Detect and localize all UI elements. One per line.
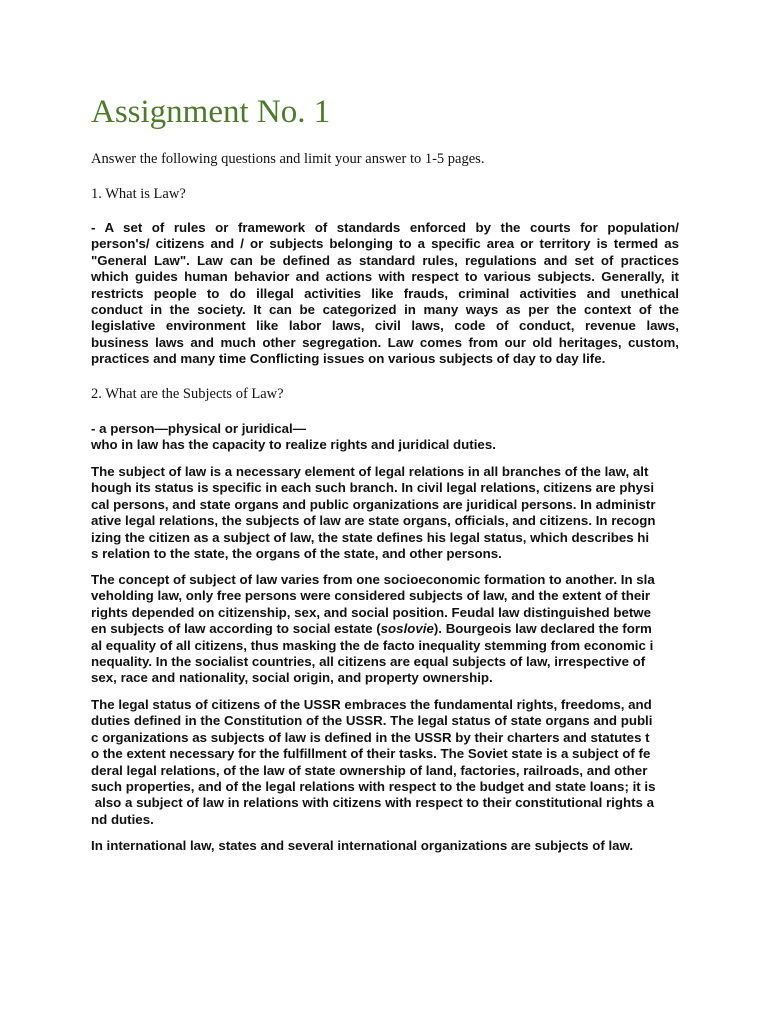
answer-1-paragraph	[91, 220, 679, 368]
paragraph-line: deral legal relations, of the law of state ownership of land, factories, railroads, and other	[91, 762, 648, 778]
answer-1-line: "General Law". Law can be defined as standard rules, regulations and set of practices	[91, 252, 679, 268]
paragraph-line: rights depended on citizenship, sex, and social position. Feudal law distinguished betwe	[91, 604, 652, 620]
paragraph-line: izing the citizen as a subject of law, the state defines his legal status, which describes hi	[91, 529, 650, 545]
paragraph-line: sex, race and nationality, social origin, and property ownership.	[91, 670, 493, 686]
paragraph-line: The legal status of citizens of the USSR embraces the fundamental rights, freedoms, and	[91, 697, 652, 712]
paragraph-line: ative legal relations, the subjects of law are state organs, officials, and citizens. In recogn	[91, 513, 656, 529]
answer-1-line: practices and many time Conflicting issues on various subjects of day to day life.	[91, 351, 606, 367]
paragraph-line: cal persons, and state organs and public organizations are juridical persons. In administr	[91, 496, 656, 512]
answer-1-line: legislative environment like labor laws, civil laws, code of conduct, revenue laws,	[91, 318, 679, 334]
instructions-text: Answer the following questions and limit your answer to 1-5 pages.	[91, 151, 485, 167]
paragraph-line: such properties, and of the legal relations with respect to the budget and state loans; it is	[91, 779, 656, 795]
answer-1-line: business laws and much other segregation. Law comes from our old heritages, custom,	[91, 334, 679, 350]
paragraph-line: hough its status is specific in each such branch. In civil legal relations, citizens are physi	[91, 480, 655, 496]
answer-1-line: - A set of rules or framework of standards enforced by the courts for population/	[91, 220, 679, 235]
answer-1-line: person's/ citizens and / or subjects belonging to a specific area or territory is termed as	[91, 236, 679, 252]
line-suffix: ). Bourgeois law declared the form	[433, 621, 652, 637]
definition-line: who in law has the capacity to realize rights and juridical duties.	[91, 437, 496, 453]
paragraph-line: s relation to the state, the organs of the state, and other persons.	[91, 546, 502, 562]
paragraph-line: veholding law, only free persons were considered subjects of law, and the extent of their	[91, 588, 651, 604]
paragraph-line: The subject of law is a necessary element of legal relations in all branches of the law, alt	[91, 464, 649, 479]
paragraph-line: The concept of subject of law varies from one socioeconomic formation to another. In sla	[91, 572, 655, 587]
paragraph-line: al equality of all citizens, thus masking the de facto inequality stemming from economic i	[91, 637, 654, 653]
subject-paragraph-2	[91, 572, 679, 687]
paragraph-line: In international law, states and several international organizations are subjects of law.	[91, 838, 634, 853]
paragraph-line: nequality. In the socialist countries, all citizens are equal subjects of law, irrespective of	[91, 654, 646, 670]
answer-1-line: which guides human behavior and actions with respect to various subjects. Generally, it	[91, 269, 679, 285]
line-prefix: en subjects of law according to social estate (	[91, 621, 381, 637]
definition-line: - a person—physical or juridical—	[91, 421, 307, 436]
italic-term: soslovie	[380, 621, 434, 637]
paragraph-line: c organizations as subjects of law is defined in the USSR by their charters and statutes t	[91, 729, 650, 745]
subject-paragraph-3	[91, 697, 679, 828]
subject-paragraph-1	[91, 464, 679, 562]
paragraph-line: nd duties.	[91, 811, 154, 827]
definition-paragraph	[91, 421, 679, 454]
page-title: Assignment No. 1	[91, 94, 331, 130]
paragraph-line: o the extent necessary for the fulfillment of their tasks. The Soviet state is a subject of fe	[91, 746, 651, 762]
paragraph-line: duties defined in the Constitution of the USSR. The legal status of state organs and publi	[91, 713, 653, 729]
subject-paragraph-4	[91, 838, 679, 854]
answer-1-line: conduct in the society. It can be categorized in many ways as per the context of the	[91, 302, 679, 318]
question-1: 1. What is Law?	[91, 186, 186, 202]
paragraph-line: also a subject of law in relations with citizens with respect to their constitutional rights a	[91, 795, 654, 811]
paragraph-line	[91, 621, 679, 637]
answer-1-line: restricts people to do illegal activities like frauds, criminal activities and unethical	[91, 285, 679, 301]
question-2: 2. What are the Subjects of Law?	[91, 386, 284, 402]
